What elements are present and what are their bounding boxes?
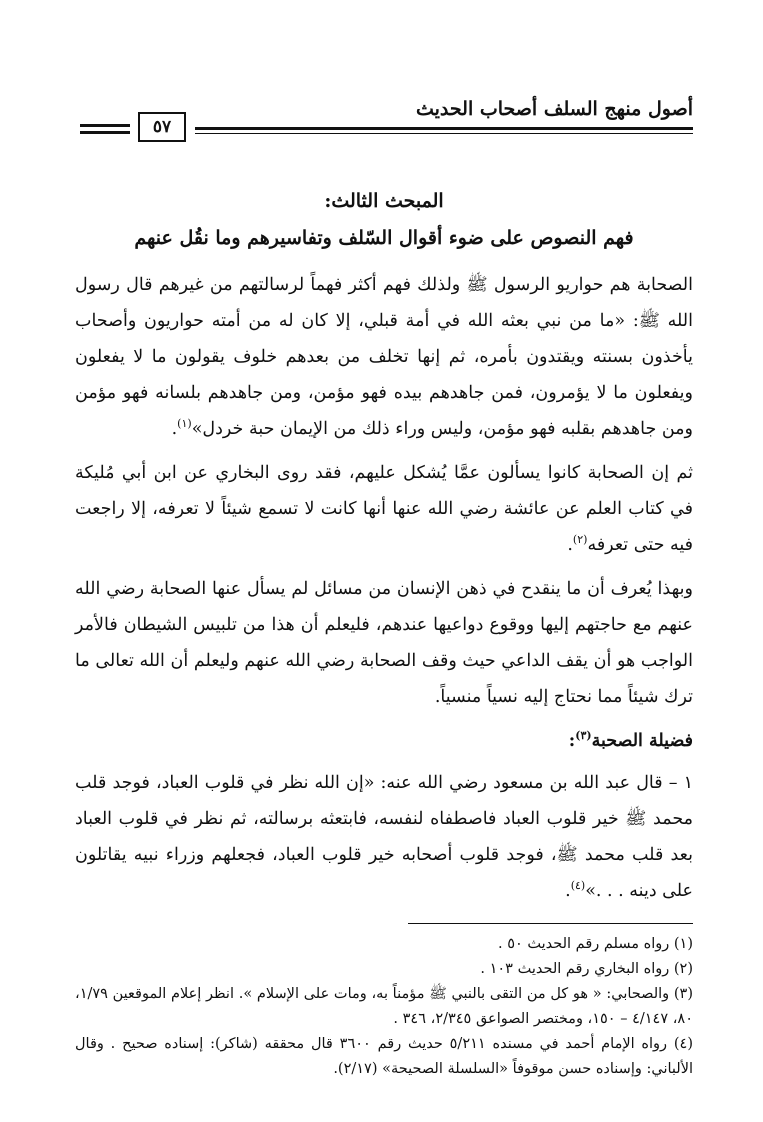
page-number: ٥٧ [138, 112, 186, 142]
hadith-paragraph [75, 765, 693, 909]
paragraph-text: وبهذا يُعرف أن ما ينقدح في ذهن الإنسان من مسائل لم يسأل عنها الصحابة رضي الله عنهم مع حاجتهم إليها ووقوع دواعيها عندهم، فليعلم أن هذا من تلبيس الشيطان فالأمر الواجب هو أن يقف الداعي حيث وقف الصحابة رضي الله عنهم وليعلم أن الله تعالى ما ترك شيئاً مما نحتاج إليه نسياً منسياً. [75, 579, 693, 707]
hadith-end: . [565, 881, 571, 901]
section-heading: المبحث الثالث: [324, 190, 444, 212]
footnote: (٤) رواه الإمام أحمد في مسنده ٥/٢١١ حديث رقم ٣٦٠٠ قال محققه (شاكر): إسناده صحيح . وقال الألباني: وإسناده حسن موقوفاً «السلسلة الصحيحة» (٢/١٧). [75, 1036, 693, 1077]
subsection-title: فضيلة الصحبة [591, 731, 693, 751]
footnote: (١) رواه مسلم رقم الحديث ٥٠ . [497, 936, 693, 952]
footnote-ref[interactable]: (٣) [575, 729, 592, 743]
footnote-separator [408, 923, 693, 924]
hadith-text: ١ – قال عبد الله بن مسعود رضي الله عنه: «إن الله نظر في قلوب العباد، فوجد قلب محمد ﷺ خير قلوب العباد فاصطفاه لنفسه، فابتعثه برسالته، ثم نظر في قلوب العباد بعد قلب محمد ﷺ، فوجد قلوب أصحابه خير قلوب العباد، فجعلهم وزراء نبيه يقاتلون على دينه . . .» [75, 773, 693, 901]
footnote-ref[interactable]: (٢) [572, 533, 588, 547]
subsection-end: : [568, 731, 576, 751]
paragraph-end: . [567, 535, 573, 555]
running-header-title: أصول منهج السلف أصحاب الحديث [415, 98, 693, 120]
paragraph-text: ثم إن الصحابة كانوا يسألون عمَّا يُشكل عليهم، فقد روى البخاري عن ابن أبي مُليكة في كتاب العلم عن عائشة رضي الله عنها أنها كانت لا تسمع شيئاً لا تعرفه، إلا راجعت فيه حتى تعرفه [75, 463, 693, 555]
footnote-ref[interactable]: (٤) [570, 879, 586, 893]
footnote: (٢) رواه البخاري رقم الحديث ١٠٣ . [480, 961, 693, 977]
section-title: فهم النصوص على ضوء أقوال السّلف وتفاسيرهم وما نقُل عنهم [134, 227, 634, 249]
subsection-heading [75, 723, 693, 759]
header-ornament-lines [80, 124, 130, 138]
footnote-ref[interactable]: (١) [177, 417, 192, 431]
footnote: (٣) والصحابي: « هو كل من التقى بالنبي ﷺ مؤمناً به، ومات على الإسلام ». انظر إعلام الموقعين ١/٧٩، ٨٠، ٤/١٤٧ – ١٥٠، ومختصر الصواعق ٢/٣٤٥، ٣٤٦ . [75, 986, 693, 1027]
header-rule-thin [195, 133, 693, 134]
paragraph [75, 571, 693, 715]
paragraph-text: الصحابة هم حواريو الرسول ﷺ ولذلك فهم أكثر فهماً لرسالتهم من غيرهم قال رسول الله ﷺ: «ما من نبي بعثه الله في أمة قبلي، إلا كان له من أمته حواريون وأصحاب يأخذون بسنته ويقتدون بأمره، ثم إنها تخلف من بعدهم خلوف يقولون ما لا يفعلون ويفعلون ما لا يؤمرون، فمن جاهدهم بيده فهو مؤمن، ومن جاهدهم بلسانه فهو مؤمن ومن جاهدهم بقلبه فهو مؤمن، وليس وراء ذلك من الإيمان حبة خردل» [75, 275, 693, 439]
paragraph [75, 267, 693, 447]
header-rule-thick [195, 127, 693, 130]
paragraph [75, 455, 693, 563]
main-text [75, 185, 693, 1082]
paragraph-end: . [171, 419, 178, 439]
